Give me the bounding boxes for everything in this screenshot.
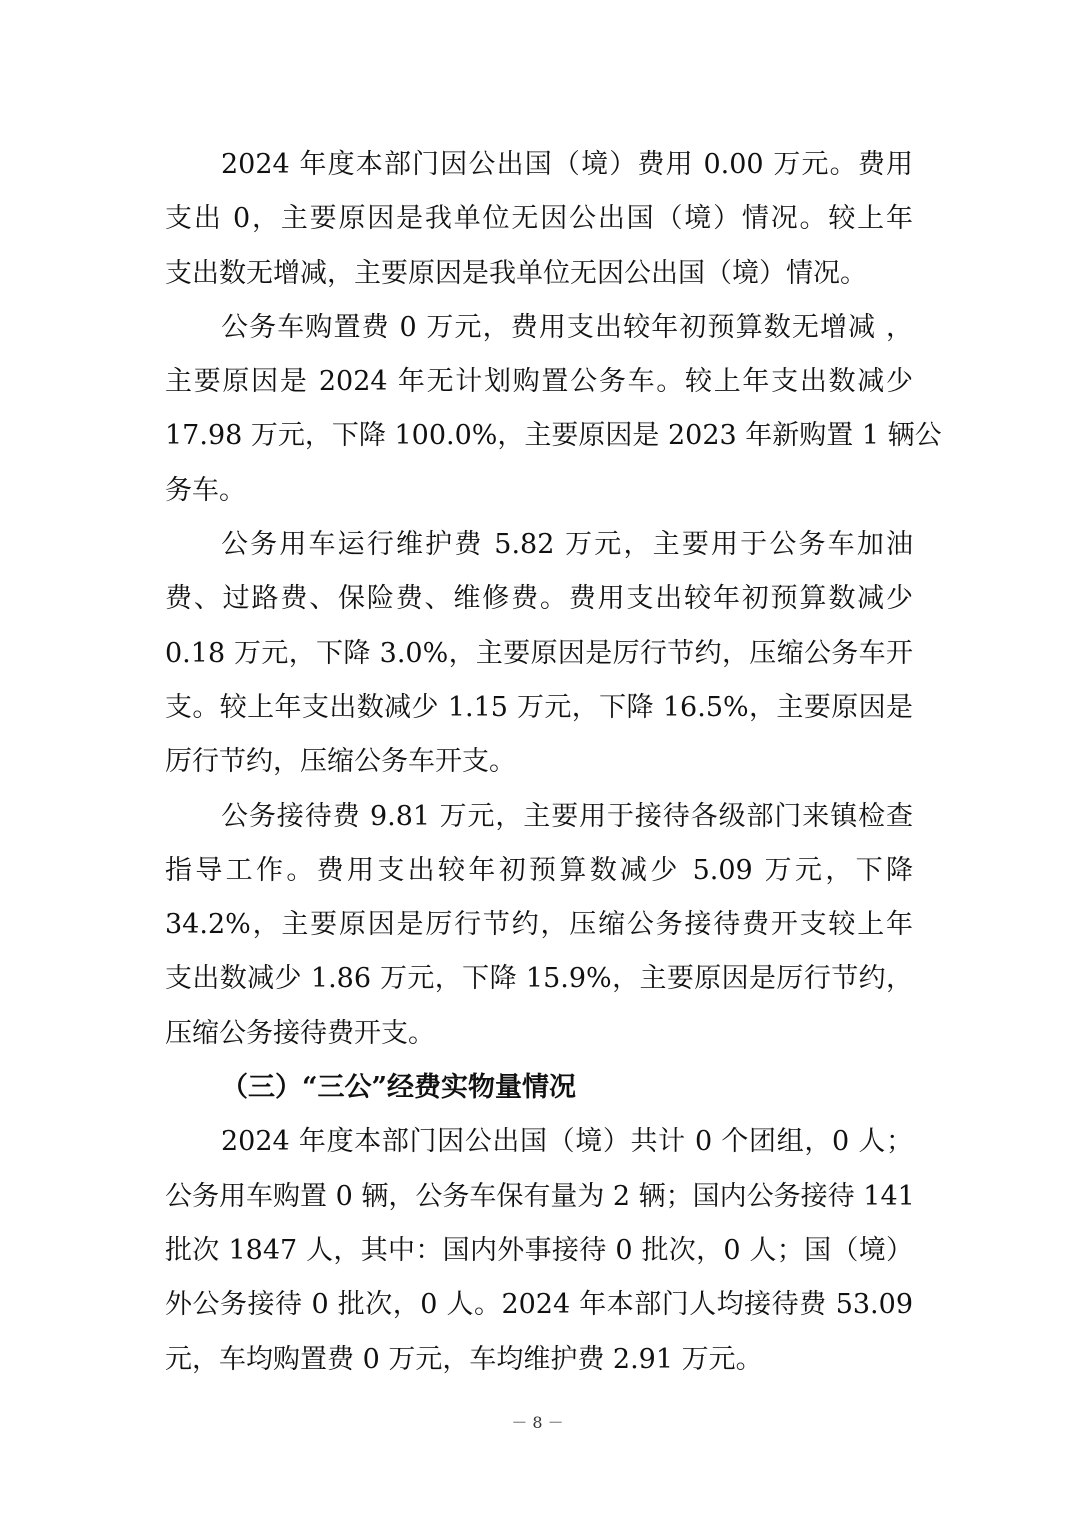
document-body <box>165 138 942 1387</box>
text-line: 外公务接待 0 批次，0 人。2024 年本部门人均接待费 53.09 <box>165 1289 913 1321</box>
text-line: 指导工作。费用支出较年初预算数减少 5.09 万元，下降 <box>165 854 913 886</box>
section-heading: （三）“三公”经费实物量情况 <box>221 1072 577 1104</box>
text-line: 务车。 <box>165 474 246 506</box>
text-line: 2024 年度本部门因公出国（境）费用 0.00 万元。费用 <box>221 149 913 180</box>
text-line: 17.98 万元，下降 100.0%，主要原因是 2023 年新购置 1 辆公 <box>165 420 942 452</box>
text-line: 支出 0，主要原因是我单位无因公出国（境）情况。较上年 <box>165 203 913 235</box>
text-line: 支出数无增减，主要原因是我单位无因公出国（境）情况。 <box>165 257 867 289</box>
text-line: 34.2%，主要原因是厉行节约，压缩公务接待费开支较上年 <box>165 909 913 941</box>
paragraph-vehicle-purchase <box>165 301 942 518</box>
text-line: 公务用车购置 0 辆，公务车保有量为 2 辆；国内公务接待 141 <box>165 1180 915 1212</box>
text-line: 0.18 万元，下降 3.0%，主要原因是厉行节约，压缩公务车开 <box>165 637 913 669</box>
text-line: 公务用车运行维护费 5.82 万元，主要用于公务车加油 <box>221 529 913 561</box>
text-line: 2024 年度本部门因公出国（境）共计 0 个团组，0 人； <box>221 1126 913 1158</box>
paragraph-vehicle-maintenance <box>165 518 913 789</box>
text-line: 公务接待费 9.81 万元，主要用于接待各级部门来镇检查 <box>221 800 913 832</box>
text-line: 主要原因是 2024 年无计划购置公务车。较上年支出数减少 <box>165 366 913 398</box>
text-line: 支出数减少 1.86 万元，下降 15.9%，主要原因是厉行节约， <box>165 963 913 995</box>
text-line: 批次 1847 人，其中：国内外事接待 0 批次，0 人；国（境） <box>165 1234 913 1266</box>
paragraph-overseas-travel <box>165 138 913 301</box>
text-line: 费、过路费、保险费、维修费。费用支出较年初预算数减少 <box>165 583 913 615</box>
paragraph-physical-quantity <box>165 1115 913 1386</box>
text-line: 支。较上年支出数减少 1.15 万元，下降 16.5%，主要原因是 <box>165 691 913 723</box>
text-line: 厉行节约，压缩公务车开支。 <box>165 746 516 778</box>
text-line: 公务车购置费 0 万元，费用支出较年初预算数无增减 ， <box>221 311 913 343</box>
text-line: 元，车均购置费 0 万元，车均维护费 2.91 万元。 <box>165 1343 763 1375</box>
text-line: 压缩公务接待费开支。 <box>165 1017 435 1049</box>
paragraph-reception <box>165 790 913 1061</box>
page-number: － 8 － <box>511 1413 564 1432</box>
